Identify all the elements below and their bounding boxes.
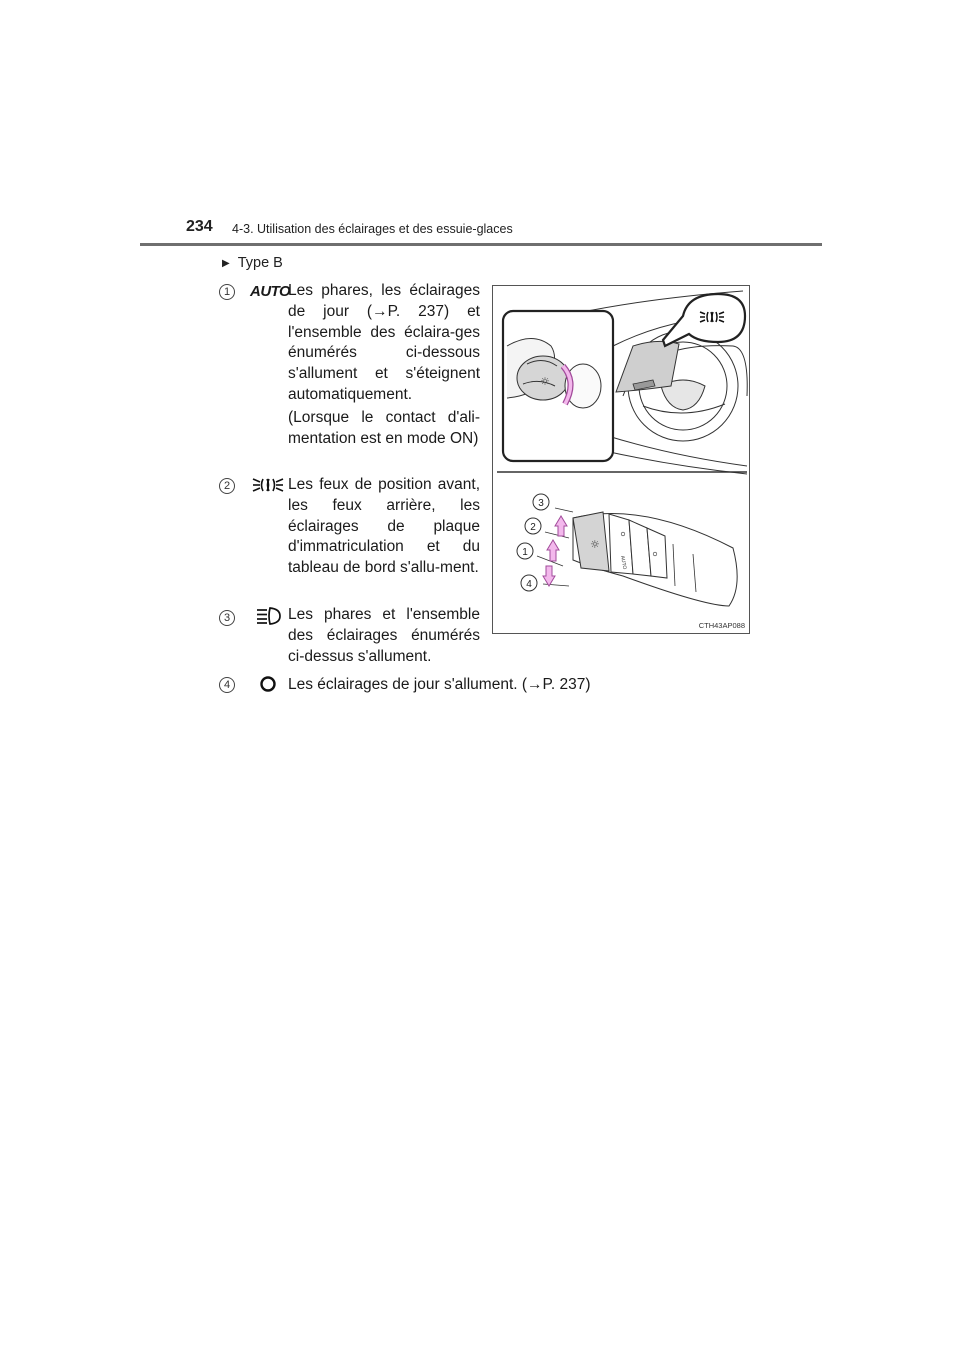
item-number-2: 2 [219,478,235,494]
inset-light-symbol: ☼ [540,375,550,388]
item-2-paragraph-1: Les feux de position avant, les feux arrière, les éclairages de plaque d'immatriculation et du tableau de bord s'allu-ment. [288,476,480,577]
item-2-description [288,475,480,579]
stalk-auto-label: AUTO [619,555,628,570]
callout-1: 1 [522,547,528,558]
callout-4: 4 [526,579,532,590]
position-lights-icon [252,476,284,494]
callout-3: 3 [538,498,544,509]
section-title: 4-3. Utilisation des éclairages et des essuie-glaces [232,222,513,236]
item-1-paragraph-1: Les phares, les éclairages de jour (→P. 237) et l'ensemble des éclaira-ges énumérés ci-dessous s'allument et s'éteignent automatiquement. [288,282,480,403]
item-3-paragraph-1: Les phares et l'ensemble des éclairages énumérés ci-dessus s'allument. [288,606,480,665]
item-4-paragraph-1: Les éclairages de jour s'allument. (→P. 237) [288,676,591,693]
headlights-icon [256,606,282,626]
item-4-description [288,675,708,696]
arrow-down-4 [543,566,555,586]
item-3-description [288,605,480,667]
item-number-4: 4 [219,677,235,693]
headlight-switch-illustration [492,285,750,634]
arrow-up-3 [555,516,567,536]
stalk-switch [573,512,737,606]
off-circle-icon [259,675,277,693]
svg-text:☼: ☼ [590,538,600,551]
movement-arrows [543,516,567,586]
arrow-up-2 [547,540,559,561]
type-label [222,255,283,271]
auto-text-icon: AUTO [250,283,291,300]
figure-code: CTH43AP088 [698,621,745,630]
item-number-1: 1 [219,284,235,300]
item-1-paragraph-2: (Lorsque le contact d'ali-mentation est en mode ON) [288,408,480,447]
figure-drawing [493,286,750,634]
item-1-description [288,281,480,449]
callout-2: 2 [530,522,536,533]
item-number-3: 3 [219,610,235,626]
triangle-bullet-icon: ▶ [222,258,230,269]
type-label-text: Type B [237,255,283,271]
indicator-symbol-icon [700,312,724,322]
page-number: 234 [186,218,213,235]
header-rule [140,243,822,246]
